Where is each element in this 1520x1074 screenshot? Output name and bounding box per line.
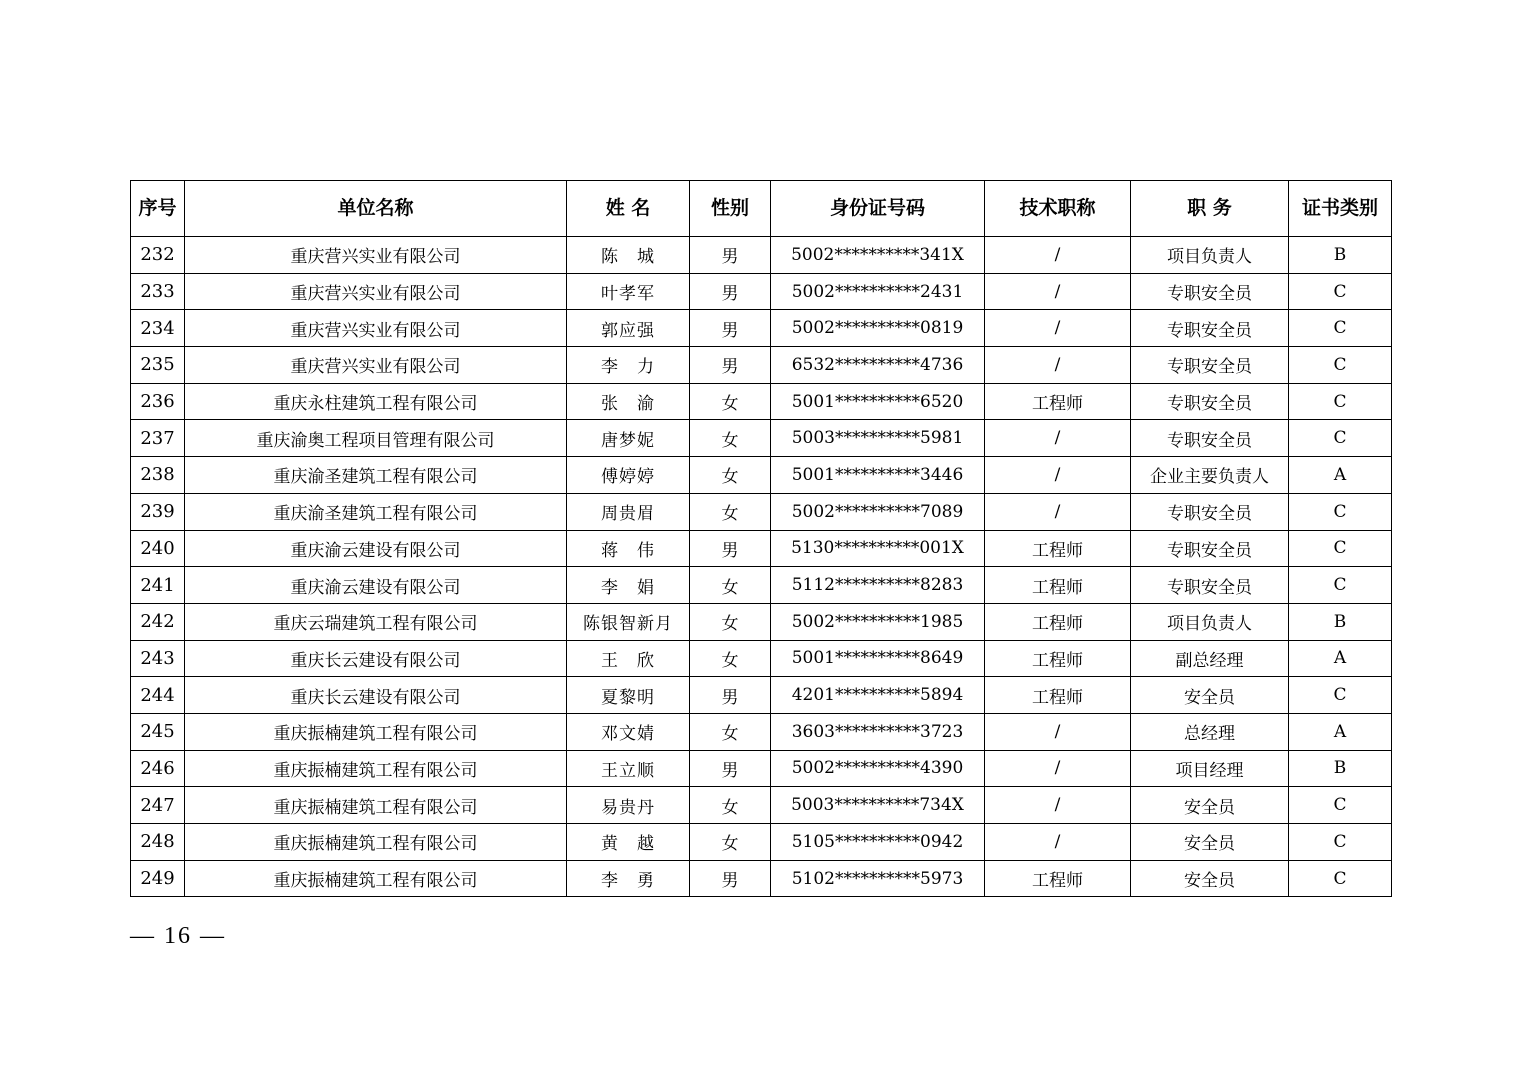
- cell-cert-type: A: [1289, 640, 1392, 677]
- cell-title: /: [985, 713, 1131, 750]
- cell-position: 安全员: [1131, 824, 1289, 861]
- header-position: 职 务: [1131, 181, 1289, 237]
- cell-position: 副总经理: [1131, 640, 1289, 677]
- cell-id-number: 3603**********3723: [771, 713, 985, 750]
- cell-id-number: 5002**********1985: [771, 603, 985, 640]
- cell-gender: 男: [690, 677, 771, 714]
- cell-position: 项目负责人: [1131, 237, 1289, 274]
- cell-name: 易贵丹: [567, 787, 690, 824]
- cell-seq: 247: [131, 787, 185, 824]
- table-row: [131, 273, 1392, 310]
- cell-seq: 244: [131, 677, 185, 714]
- cell-title: /: [985, 457, 1131, 494]
- header-title: 技术职称: [985, 181, 1131, 237]
- cell-company: 重庆振楠建筑工程有限公司: [185, 787, 567, 824]
- cell-gender: 男: [690, 860, 771, 897]
- cell-company: 重庆长云建设有限公司: [185, 640, 567, 677]
- cell-gender: 男: [690, 273, 771, 310]
- cell-title: /: [985, 273, 1131, 310]
- cell-name: 李 力: [567, 347, 690, 384]
- cell-cert-type: C: [1289, 677, 1392, 714]
- cell-company: 重庆渝云建设有限公司: [185, 530, 567, 567]
- table-row: [131, 383, 1392, 420]
- cell-seq: 239: [131, 493, 185, 530]
- cell-cert-type: C: [1289, 273, 1392, 310]
- cell-title: /: [985, 347, 1131, 384]
- table-row: [131, 603, 1392, 640]
- cell-name: 张 渝: [567, 383, 690, 420]
- cell-name: 唐梦妮: [567, 420, 690, 457]
- cell-title: 工程师: [985, 567, 1131, 604]
- header-company: 单位名称: [185, 181, 567, 237]
- cell-gender: 男: [690, 530, 771, 567]
- cell-title: 工程师: [985, 383, 1131, 420]
- table-row: [131, 493, 1392, 530]
- cell-gender: 女: [690, 420, 771, 457]
- cell-cert-type: A: [1289, 713, 1392, 750]
- cell-company: 重庆营兴实业有限公司: [185, 310, 567, 347]
- cell-id-number: 5002**********0819: [771, 310, 985, 347]
- cell-id-number: 5102**********5973: [771, 860, 985, 897]
- cell-seq: 245: [131, 713, 185, 750]
- cell-company: 重庆振楠建筑工程有限公司: [185, 860, 567, 897]
- cell-gender: 男: [690, 310, 771, 347]
- cell-seq: 243: [131, 640, 185, 677]
- cell-title: 工程师: [985, 603, 1131, 640]
- cell-company: 重庆渝云建设有限公司: [185, 567, 567, 604]
- header-gender: 性别: [690, 181, 771, 237]
- cell-seq: 235: [131, 347, 185, 384]
- cell-cert-type: C: [1289, 787, 1392, 824]
- table-row: [131, 420, 1392, 457]
- cell-company: 重庆渝圣建筑工程有限公司: [185, 457, 567, 494]
- cell-gender: 女: [690, 713, 771, 750]
- cell-company: 重庆云瑞建筑工程有限公司: [185, 603, 567, 640]
- table-row: [131, 713, 1392, 750]
- cell-cert-type: C: [1289, 383, 1392, 420]
- cell-cert-type: C: [1289, 567, 1392, 604]
- cell-seq: 249: [131, 860, 185, 897]
- table-row: [131, 457, 1392, 494]
- cell-id-number: 5001**********8649: [771, 640, 985, 677]
- cell-id-number: 5105**********0942: [771, 824, 985, 861]
- table-row: [131, 347, 1392, 384]
- cell-seq: 242: [131, 603, 185, 640]
- cell-gender: 女: [690, 824, 771, 861]
- cell-position: 安全员: [1131, 860, 1289, 897]
- cell-title: /: [985, 824, 1131, 861]
- cell-company: 重庆永柱建筑工程有限公司: [185, 383, 567, 420]
- cell-cert-type: C: [1289, 420, 1392, 457]
- cell-position: 专职安全员: [1131, 567, 1289, 604]
- cell-company: 重庆长云建设有限公司: [185, 677, 567, 714]
- cell-seq: 246: [131, 750, 185, 787]
- cell-seq: 248: [131, 824, 185, 861]
- cell-cert-type: C: [1289, 493, 1392, 530]
- cell-gender: 女: [690, 787, 771, 824]
- cell-company: 重庆振楠建筑工程有限公司: [185, 824, 567, 861]
- table-row: [131, 567, 1392, 604]
- table-row: [131, 750, 1392, 787]
- cell-position: 安全员: [1131, 677, 1289, 714]
- cell-seq: 233: [131, 273, 185, 310]
- table-row: [131, 787, 1392, 824]
- cell-title: /: [985, 420, 1131, 457]
- cell-seq: 241: [131, 567, 185, 604]
- cell-seq: 236: [131, 383, 185, 420]
- cell-company: 重庆营兴实业有限公司: [185, 273, 567, 310]
- cell-seq: 240: [131, 530, 185, 567]
- table-row: [131, 824, 1392, 861]
- cell-name: 王 欣: [567, 640, 690, 677]
- cell-position: 专职安全员: [1131, 347, 1289, 384]
- cell-company: 重庆渝圣建筑工程有限公司: [185, 493, 567, 530]
- cell-name: 周贵眉: [567, 493, 690, 530]
- cell-position: 专职安全员: [1131, 310, 1289, 347]
- cell-position: 专职安全员: [1131, 383, 1289, 420]
- cell-position: 企业主要负责人: [1131, 457, 1289, 494]
- cell-gender: 女: [690, 567, 771, 604]
- table-row: [131, 310, 1392, 347]
- table-header-row: [131, 181, 1392, 237]
- cell-gender: 男: [690, 237, 771, 274]
- cell-title: /: [985, 787, 1131, 824]
- cell-cert-type: B: [1289, 237, 1392, 274]
- cell-cert-type: B: [1289, 603, 1392, 640]
- cell-name: 郭应强: [567, 310, 690, 347]
- cell-title: /: [985, 750, 1131, 787]
- cell-cert-type: C: [1289, 824, 1392, 861]
- cell-id-number: 5002**********2431: [771, 273, 985, 310]
- cell-cert-type: C: [1289, 860, 1392, 897]
- cell-title: /: [985, 310, 1131, 347]
- cell-cert-type: C: [1289, 530, 1392, 567]
- page-number: — 16 —: [130, 923, 226, 949]
- cell-position: 项目经理: [1131, 750, 1289, 787]
- cell-title: 工程师: [985, 640, 1131, 677]
- cell-position: 专职安全员: [1131, 530, 1289, 567]
- cell-gender: 女: [690, 603, 771, 640]
- cell-company: 重庆营兴实业有限公司: [185, 347, 567, 384]
- cell-seq: 232: [131, 237, 185, 274]
- cell-id-number: 5003**********5981: [771, 420, 985, 457]
- cell-cert-type: C: [1289, 347, 1392, 384]
- cell-id-number: 5130**********001X: [771, 530, 985, 567]
- table-row: [131, 237, 1392, 274]
- cell-id-number: 5112**********8283: [771, 567, 985, 604]
- cell-name: 李 勇: [567, 860, 690, 897]
- cell-name: 蒋 伟: [567, 530, 690, 567]
- header-seq: 序号: [131, 181, 185, 237]
- cell-company: 重庆振楠建筑工程有限公司: [185, 750, 567, 787]
- cell-title: 工程师: [985, 860, 1131, 897]
- header-id-number: 身份证号码: [771, 181, 985, 237]
- cell-id-number: 5002**********341X: [771, 237, 985, 274]
- cell-name: 王立顺: [567, 750, 690, 787]
- cell-position: 专职安全员: [1131, 273, 1289, 310]
- cell-seq: 238: [131, 457, 185, 494]
- cell-position: 总经理: [1131, 713, 1289, 750]
- cell-id-number: 5003**********734X: [771, 787, 985, 824]
- cell-company: 重庆渝奥工程项目管理有限公司: [185, 420, 567, 457]
- cell-id-number: 5002**********7089: [771, 493, 985, 530]
- cell-gender: 女: [690, 383, 771, 420]
- personnel-table: [130, 180, 1392, 897]
- cell-id-number: 5002**********4390: [771, 750, 985, 787]
- cell-name: 傅婷婷: [567, 457, 690, 494]
- table-body: [131, 237, 1392, 897]
- cell-name: 叶孝军: [567, 273, 690, 310]
- cell-cert-type: A: [1289, 457, 1392, 494]
- cell-id-number: 5001**********6520: [771, 383, 985, 420]
- cell-title: 工程师: [985, 677, 1131, 714]
- cell-title: /: [985, 237, 1131, 274]
- cell-name: 陈银智新月: [567, 603, 690, 640]
- table-row: [131, 860, 1392, 897]
- cell-name: 夏黎明: [567, 677, 690, 714]
- cell-gender: 女: [690, 493, 771, 530]
- cell-position: 项目负责人: [1131, 603, 1289, 640]
- cell-position: 专职安全员: [1131, 420, 1289, 457]
- cell-name: 陈 城: [567, 237, 690, 274]
- cell-position: 专职安全员: [1131, 493, 1289, 530]
- cell-gender: 男: [690, 750, 771, 787]
- cell-company: 重庆振楠建筑工程有限公司: [185, 713, 567, 750]
- cell-cert-type: C: [1289, 310, 1392, 347]
- cell-seq: 237: [131, 420, 185, 457]
- table-row: [131, 530, 1392, 567]
- header-name: 姓 名: [567, 181, 690, 237]
- cell-gender: 女: [690, 457, 771, 494]
- cell-name: 黄 越: [567, 824, 690, 861]
- cell-gender: 男: [690, 347, 771, 384]
- header-cert-type: 证书类别: [1289, 181, 1392, 237]
- cell-seq: 234: [131, 310, 185, 347]
- cell-name: 李 娟: [567, 567, 690, 604]
- cell-gender: 女: [690, 640, 771, 677]
- cell-id-number: 4201**********5894: [771, 677, 985, 714]
- cell-id-number: 5001**********3446: [771, 457, 985, 494]
- cell-name: 邓文婧: [567, 713, 690, 750]
- cell-company: 重庆营兴实业有限公司: [185, 237, 567, 274]
- cell-title: 工程师: [985, 530, 1131, 567]
- cell-title: /: [985, 493, 1131, 530]
- cell-cert-type: B: [1289, 750, 1392, 787]
- table-row: [131, 677, 1392, 714]
- table-row: [131, 640, 1392, 677]
- cell-id-number: 6532**********4736: [771, 347, 985, 384]
- cell-position: 安全员: [1131, 787, 1289, 824]
